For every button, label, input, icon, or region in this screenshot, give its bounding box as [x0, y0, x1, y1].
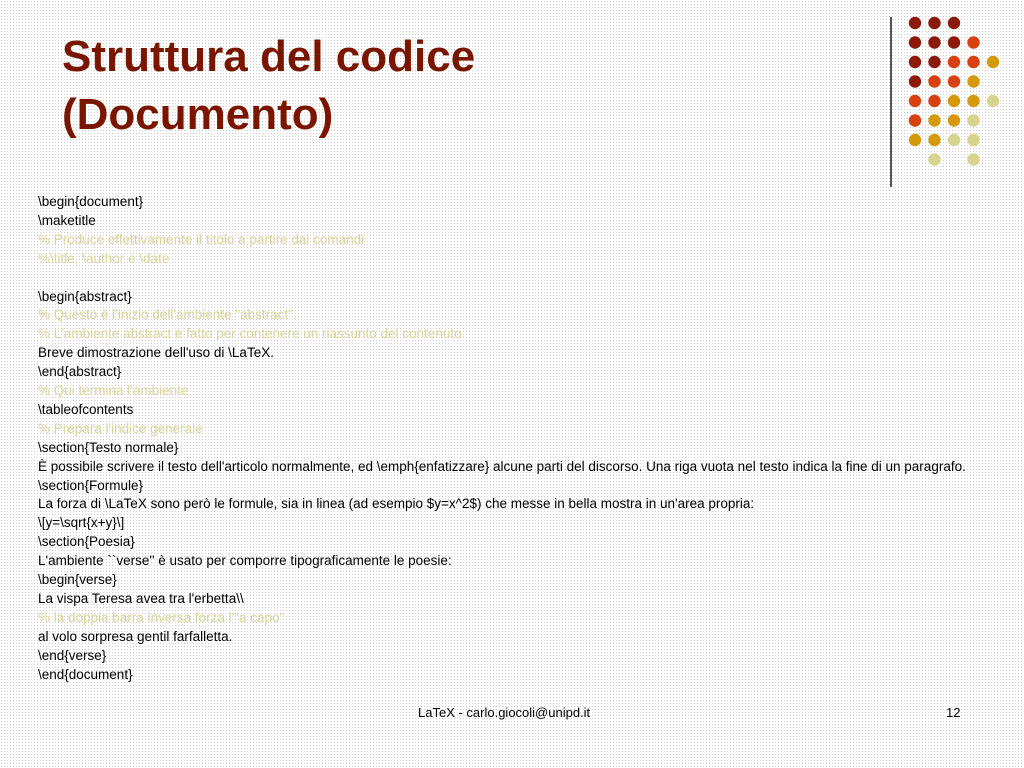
decor-dot [928, 17, 940, 29]
code-comment-line: % Questo è l'inizio dell'ambiente "abstract". [38, 307, 297, 323]
code-line: al volo sorpresa gentil farfalletta. [38, 628, 233, 644]
slide-title [62, 28, 862, 144]
code-comment-line: % Qui termina l'ambiente [38, 383, 189, 399]
code-line: \end{abstract} [38, 364, 122, 380]
code-comment-line: % Produce effettivamente il titolo a partire dai comandi [38, 231, 365, 247]
code-listing [38, 193, 998, 685]
code-line: \begin{document} [38, 194, 144, 209]
code-comment-line: % la doppia barra inversa forza l'"a capo" [38, 609, 285, 625]
code-line: \section{Formule} [38, 477, 144, 493]
decor-dot [967, 134, 979, 146]
decor-dot [909, 134, 921, 146]
code-comment-line: %\title, \author e \date [38, 250, 170, 266]
page-number: 12 [946, 705, 961, 720]
decor-dot [948, 56, 960, 68]
code-line: \begin{abstract} [38, 288, 132, 304]
decor-dot [928, 95, 940, 107]
code-line: \end{document} [38, 666, 133, 682]
decor-dot [967, 114, 979, 126]
code-line: È possibile scrivere il testo dell'articolo normalmente, ed \emph{enfatizzare} alcune parti del discorso. Una riga vuota nel testo indica la fine di un paragrafo. [38, 458, 966, 474]
code-comment-line: % L'ambiente abstract è fatto per contenere un riassunto del contenuto. [38, 326, 466, 342]
decor-dot [987, 95, 999, 107]
slide-title-line-2: (Documento) [62, 90, 334, 139]
decor-dot [948, 75, 960, 87]
decor-dot [909, 36, 921, 48]
decor-dot [987, 56, 999, 68]
code-line: L'ambiente ``verse'' è usato per comporre tipograficamente le poesie: [38, 553, 452, 569]
code-line: \end{verse} [38, 647, 107, 663]
decor-dot [928, 134, 940, 146]
code-line: Breve dimostrazione dell'uso di \LaTeX. [38, 345, 274, 361]
decor-dot [967, 36, 979, 48]
footer-text: LaTeX - carlo.giocoli@unipd.it [418, 705, 591, 720]
decor-dot [928, 36, 940, 48]
decor-dot [967, 153, 979, 165]
decor-dot [909, 56, 921, 68]
code-line: \tableofcontents [38, 401, 134, 417]
decor-dot [948, 114, 960, 126]
decor-dot [948, 36, 960, 48]
vertical-divider [890, 17, 892, 187]
decor-dot [928, 114, 940, 126]
decor-dot [909, 17, 921, 29]
decor-dot [948, 17, 960, 29]
code-line: \maketitle [38, 212, 96, 228]
decor-dot [948, 134, 960, 146]
decor-dot [967, 56, 979, 68]
code-line: \begin{verse} [38, 572, 117, 588]
decor-dot [928, 153, 940, 165]
decor-dot [948, 95, 960, 107]
dot-grid-logo-icon [905, 15, 1015, 175]
decor-dot [967, 95, 979, 107]
slide-title-line-1: Struttura del codice [62, 32, 476, 81]
decor-dot [967, 75, 979, 87]
code-line: \section{Testo normale} [38, 439, 179, 455]
decor-dot [909, 95, 921, 107]
decor-dot [928, 75, 940, 87]
blank-line [38, 269, 998, 288]
decor-dot [928, 56, 940, 68]
code-comment-line: % Prepara l'indice generale [38, 420, 203, 436]
code-line: La forza di \LaTeX sono però le formule, sia in linea (ad esempio $y=x^2$) che messe in bella mostra in un'area propria: [38, 496, 755, 512]
decor-dot [909, 75, 921, 87]
decor-dot [909, 114, 921, 126]
code-line: \section{Poesia} [38, 534, 135, 550]
code-line: \[y=\sqrt{x+y}\] [38, 515, 125, 531]
code-line: La vispa Teresa avea tra l'erbetta\\ [38, 591, 244, 607]
